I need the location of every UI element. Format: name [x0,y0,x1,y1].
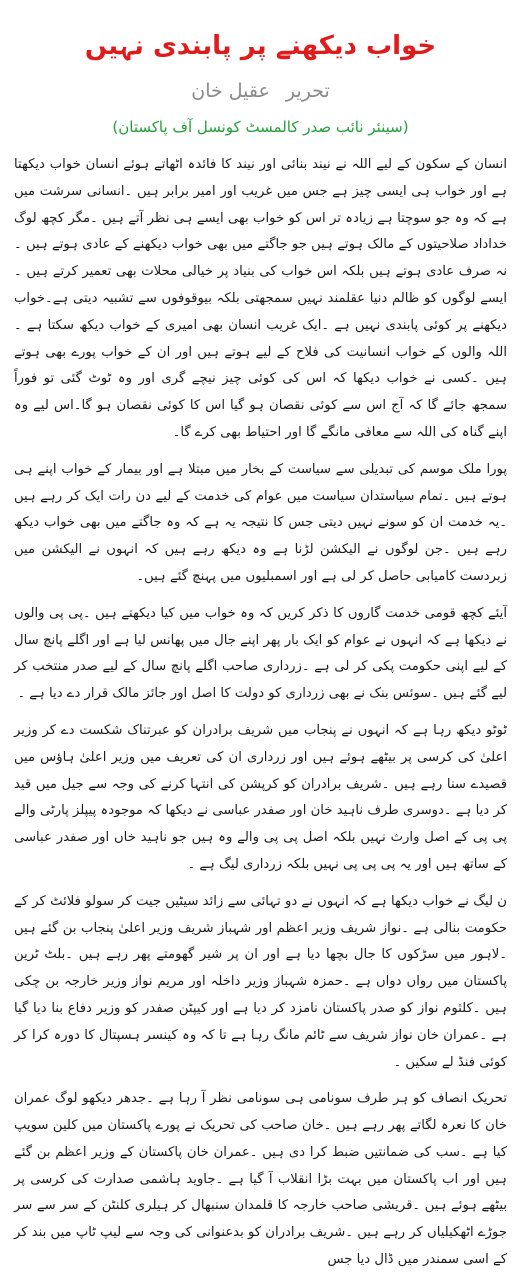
paragraph-5: ن لیگ نے خواب دیکھا ہے کہ انہوں نے دو تہائی سے زائد سیٹیں جیت کر سولو فلائٹ کر کے حکومت بنالی ہے ۔نواز شریف وزیر اعظم اور شہباز شریف وزیر اعلیٰ پنجاب بن گئے ہیں ۔لاہور میں سڑکوں کا جال بچھا دیا ہے اور ان پر شیر گھومتے پھر رہے ہیں ۔بلٹ ٹرین پاکستان میں رواں دواں ہے ۔حمزہ شہباز وزیر داخلہ اور مریم نواز وزیر خارجہ بن چکی ہیں ۔کلثوم نواز کو صدر پاکستان نامزد کر دیا ہے اور کیپٹن صفدر کو وزیر دفاع بنا دیا گیا ہے ۔عمران خان نواز شریف سے ٹائم مانگ رہا ہے تا کہ وہ کینسر ہسپتال کا دورہ کرا کر کوئی فنڈ لے سکیں ۔ [14,893,507,1070]
paragraph-3: آیئے کچھ قومی خدمت گاروں کا ذکر کریں کہ وہ خواب میں کیا دیکھتے ہیں ۔پی پی والوں نے دیکھا ہے کہ انہوں نے عوام کو ایک بار پھر اپنے جال میں پھانس لیا ہے اور اگلے پانچ سال کے لیے اپنی حکومت پکی کر لی ہے ۔زرداری صاحب اگلے پانچ سال کے لیے صدر منتخب کر لیے گئے ہیں ۔سوئس بنک نے بھی زرداری کو دولت کا اصل اور جائز مالک قرار دے دیا ہے ۔ [14,605,507,702]
byline-prefix: تحریر [285,80,330,102]
paragraph-4: ٹوٹو دیکھ رہا ہے کہ انہوں نے پنجاب میں شریف برادران کو عبرتناک شکست دے کر وزیر اعلیٰ کی کرسی پر بیٹھے ہوئے ہیں اور زرداری ان کی تعریف میں وزیر اعلیٰ ہاؤس میں قصیدے سنا رہے ہیں ۔شریف برادران کو کرپشن کی انتہا کرنے کی وجہ سے جیل میں قید کر دیا ہے ۔دوسری طرف ناہید خان اور صفدر عباسی نے دیکھا کہ موجودہ پیپلز پارٹی والے پی پی کے اصل وارث نہیں بلکہ اصل پی پی والے وہ ہیں جو ناہید خاں اور صفدر عباسی کے ساتھ ہیں اور یہ پی پی پی نہیں بلکہ زرداری لیگ ہے ۔ [14,722,507,872]
paragraph-1: انسان کے سکون کے لیے اللہ نے نیند بنائی اور نیند کا فائدہ اٹھاتے ہوئے انسان خواب دیکھتا ہے اور خواب ہی ایسی چیز ہے جس میں غریب اور امیر برابر ہیں ۔انسانی سرشت میں ہے کہ وہ جو سوچتا ہے زیادہ تر اس کو خواب بھی ایسے ہی نظر آتے ہیں ۔مگر کچھ لوگ خداداد صلاحیتوں کے مالک ہوتے ہیں جو جاگتے میں بھی خواب دیکھنے کے عادی ہوتے ہیں ۔نہ صرف عادی ہوتے ہیں بلکہ اس خواب کی بنیاد پر خیالی محلات بھی تعمیر کرتے ہیں ۔ایسے لوگوں کو ظالم دنیا عقلمند نہیں سمجھتی بلکہ بیوقوفوں سے تشبیہ دیتی ہے۔خواب دیکھنے پر کوئی پابندی نہیں ہے ۔ایک غریب انسان بھی امیری کے خواب دیکھ سکتا ہے ۔اللہ والوں کے خواب انسانیت کی فلاح کے لیے ہوتے ہیں اور ان کے خواب پورے بھی ہوتے ہیں ۔کسی نے خواب دیکھا کہ اس کی کوئی چیز نیچے گری اور وہ ٹوٹ گئی تو فوراً سمجھ جائے گا کہ آج اس سے کوئی نقصان ہو گیا اس کا کوئی نقصان ہو گا۔اس لیے وہ اپنے گناہ کی اللہ سے معافی مانگے گا اور احتیاط بھی کرے گا۔ [14,157,507,440]
author-designation: (سینئر نائب صدر کالمسٹ کونسل آف پاکستان) [112,118,409,136]
paragraph-6: تحریک انصاف کو ہر طرف سونامی ہی سونامی نظر آ رہا ہے ۔جدھر دیکھو لوگ عمران خان کا نعرہ لگاتے پھر رہے ہیں ۔خان صاحب کی تحریک نے پورے پاکستان میں کلین سویپ کیا ہے ۔سب کی ضمانتیں ضبط کرا دی ہیں ۔عمران خان پاکستان کے وزیر اعظم بن گئے ہیں اور اب پاکستان میں بہت بڑا انقلاب آ گیا ہے ۔جاوید ہاشمی صدارت کی کرسی پر بیٹھے ہوئے ہیں ۔قریشی صاحب خارجہ کا قلمدان سنبھال کر ہیلری کلنٹن کے سر سے سر جوڑے اٹھکیلیاں کر رہے ہیں ۔شریف برادران کو بدعنوانی کی وجہ سے لیپ ٹاپ میں بند کر کے اسی سمندر میں ڈال دیا جس [14,1091,507,1268]
byline [14,78,507,104]
paragraph-2: پورا ملک موسم کی تبدیلی سے سیاست کے بخار میں مبتلا ہے اور بیمار کے خواب اپنے ہی ہوتے ہیں ۔تمام سیاستدان سیاست میں عوام کی خدمت کے لیے دن رات ایک کر رہے ہیں ۔یہ خدمت ان کو سونے نہیں دیتی جس کا نتیجہ یہ ہے کہ وہ جاگتے میں بھی خواب دیکھ رہے ہیں ۔جن لوگوں نے الیکشن لڑنا ہے وہ دیکھ رہے ہیں کہ انہوں نے الیکشن میں زبردست کامیابی حاصل کر لی ہے اور اسمبلیوں میں پہنچ گئے ہیں۔ [14,461,507,584]
article-title: خواب دیکھنے پر پابندی نہیں [84,31,437,61]
author-name: عقیل خان [191,80,270,102]
